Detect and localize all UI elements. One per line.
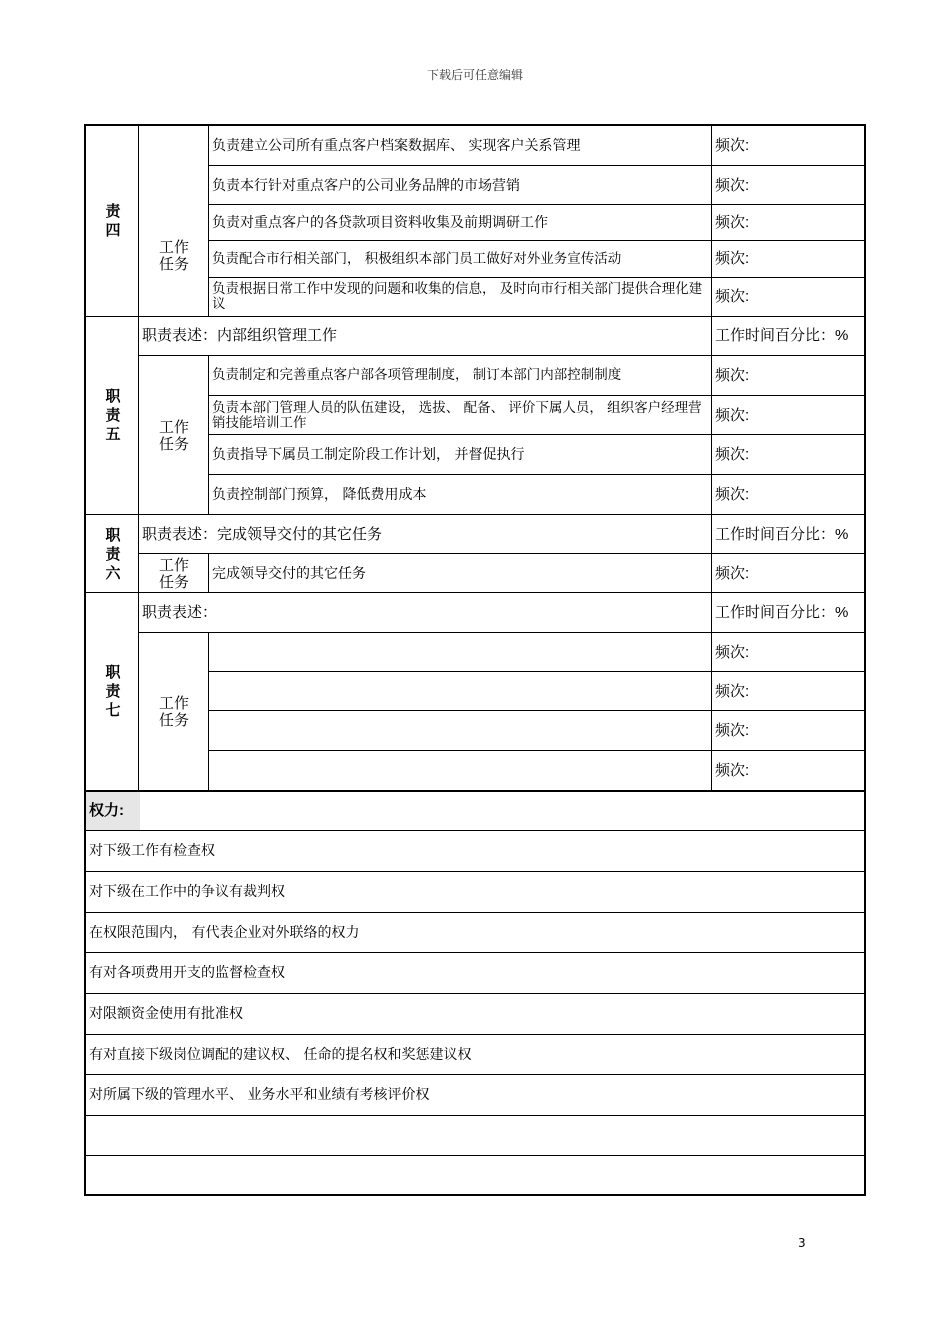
duty-4-task-4: 负责配合市行相关部门， 积极组织本部门员工做好对外业务宣传活动 bbox=[212, 250, 622, 267]
task-label-line: 工作 bbox=[158, 556, 189, 574]
duty-4-label-char: 四 bbox=[105, 221, 121, 239]
duty-4-task-1-freq: 频次: bbox=[715, 136, 750, 154]
grid-line bbox=[208, 434, 864, 435]
grid-line bbox=[208, 240, 864, 241]
grid-line bbox=[86, 993, 864, 994]
header-note: 下载后可任意编辑 bbox=[426, 68, 523, 82]
grid-line bbox=[86, 1115, 864, 1116]
duty-6-label-char: 六 bbox=[105, 563, 121, 582]
grid-line bbox=[86, 952, 864, 953]
duty-6-task-1-freq: 频次: bbox=[715, 564, 750, 582]
duty-4-task-3-freq: 频次: bbox=[715, 214, 750, 231]
power-item-3: 在权限范围内， 有代表企业对外联络的权力 bbox=[89, 924, 360, 941]
grid-line bbox=[208, 165, 864, 166]
grid-line bbox=[138, 355, 864, 356]
duty-4-task-2-freq: 频次: bbox=[715, 176, 750, 194]
duty-7-task-2-freq: 频次: bbox=[715, 682, 750, 700]
power-item-9 bbox=[86, 1156, 864, 1194]
grid-line bbox=[86, 1074, 864, 1075]
duty-5-task-2-freq: 频次: bbox=[715, 406, 750, 424]
powers-title: 权力: bbox=[86, 792, 140, 830]
grid-line bbox=[86, 790, 864, 792]
duty-7-task-3 bbox=[209, 711, 711, 751]
duty-6-label-char: 责 bbox=[105, 544, 121, 563]
duty-5-task-2: 负责本部门管理人员的队伍建设， 选拔、 配备、 评价下属人员， 组织客户经理营销技能培训工作 bbox=[212, 399, 702, 431]
duty-4-task-1: 负责建立公司所有重点客户档案数据库、 实现客户关系管理 bbox=[212, 137, 581, 154]
grid-line bbox=[86, 1034, 864, 1035]
grid-line bbox=[208, 356, 209, 515]
task-label-line: 工作 bbox=[158, 239, 189, 256]
task-label-line: 任务 bbox=[158, 573, 189, 591]
grid-line bbox=[86, 316, 864, 317]
duty-4-task-2: 负责本行针对重点客户的公司业务品牌的市场营销 bbox=[212, 177, 520, 194]
task-label-line: 工作 bbox=[158, 694, 189, 712]
duty-7-percent: 工作时间百分比：% bbox=[715, 604, 849, 621]
duty-4-task-4-freq: 频次: bbox=[715, 250, 750, 267]
grid-line bbox=[711, 126, 712, 790]
duty-5-label bbox=[86, 316, 140, 515]
duty-7-task-4-freq: 频次: bbox=[715, 761, 750, 779]
duty-7-label bbox=[86, 593, 140, 790]
grid-line bbox=[208, 671, 864, 672]
duty-6-label bbox=[86, 515, 140, 593]
duty-6-description: 职责表述：完成领导交付的其它任务 bbox=[142, 525, 383, 543]
duty-6-percent: 工作时间百分比：% bbox=[715, 525, 849, 543]
task-label-line: 任务 bbox=[158, 711, 189, 729]
task-label-line: 任务 bbox=[158, 435, 189, 453]
grid-line bbox=[208, 126, 209, 316]
duty-6-task-1: 完成领导交付的其它任务 bbox=[212, 565, 366, 582]
duty-4-task-5: 负责根据日常工作中发现的问题和收集的信息， 及时向市行相关部门提供合理化建议 bbox=[212, 281, 703, 312]
duty-5-task-4: 负责控制部门预算， 降低费用成本 bbox=[212, 487, 427, 503]
duty-7-label-char: 七 bbox=[105, 701, 121, 719]
duty-4-label-char: 责 bbox=[105, 202, 121, 220]
duty-5-task-label bbox=[139, 356, 209, 515]
power-item-6: 有对直接下级岗位调配的建议权、 任命的提名权和奖惩建议权 bbox=[89, 1046, 472, 1063]
duty-7-task-4 bbox=[209, 751, 711, 790]
grid-line bbox=[208, 277, 864, 278]
duty-6-label-char: 职 bbox=[105, 525, 121, 544]
grid-line bbox=[208, 554, 209, 593]
grid-line bbox=[208, 633, 209, 790]
grid-line bbox=[208, 204, 864, 205]
grid-line bbox=[138, 126, 139, 790]
task-label-line: 工作 bbox=[158, 418, 189, 436]
grid-line bbox=[86, 912, 864, 913]
duty-7-label-char: 责 bbox=[105, 682, 121, 700]
duty-7-task-3-freq: 频次: bbox=[715, 722, 750, 739]
duty-5-task-4-freq: 频次: bbox=[715, 486, 750, 503]
page-number: 3 bbox=[798, 1236, 806, 1250]
duty-4-task-3: 负责对重点客户的各贷款项目资料收集及前期调研工作 bbox=[212, 214, 548, 231]
duty-5-label-char: 五 bbox=[105, 425, 121, 443]
duty-5-task-1: 负责制定和完善重点客户部各项管理制度， 制订本部门内部控制制度 bbox=[212, 367, 622, 383]
grid-line bbox=[208, 474, 864, 475]
power-item-7: 对所属下级的管理水平、 业务水平和业绩有考核评价权 bbox=[89, 1087, 430, 1103]
grid-line bbox=[138, 632, 864, 633]
duty-6-task-label bbox=[139, 554, 209, 593]
grid-line bbox=[208, 750, 864, 751]
grid-line bbox=[86, 871, 864, 872]
power-item-4: 有对各项费用开支的监督检查权 bbox=[89, 965, 285, 981]
task-label-line: 任务 bbox=[158, 256, 189, 273]
duty-5-description: 职责表述：内部组织管理工作 bbox=[142, 327, 338, 344]
duty-5-task-3: 负责指导下属员工制定阶段工作计划， 并督促执行 bbox=[212, 447, 525, 463]
grid-line bbox=[86, 1155, 864, 1156]
duty-7-task-1-freq: 频次: bbox=[715, 643, 750, 661]
duty-4-task-5-freq: 频次: bbox=[715, 288, 750, 305]
job-description-table bbox=[84, 124, 866, 1196]
power-item-2: 对下级在工作中的争议有裁判权 bbox=[89, 884, 285, 900]
grid-line bbox=[208, 710, 864, 711]
duty-7-task-2 bbox=[209, 672, 711, 711]
grid-line bbox=[86, 830, 864, 831]
duty-5-label-char: 责 bbox=[105, 406, 121, 424]
power-item-1: 对下级工作有检查权 bbox=[89, 843, 215, 859]
duty-5-task-1-freq: 频次: bbox=[715, 366, 750, 384]
grid-line bbox=[86, 592, 864, 593]
duty-7-description: 职责表述： bbox=[142, 604, 218, 621]
duty-7-task-1 bbox=[209, 633, 711, 672]
power-item-5: 对限额资金使用有批准权 bbox=[89, 1006, 243, 1022]
duty-5-percent: 工作时间百分比：% bbox=[715, 327, 849, 344]
grid-line bbox=[86, 514, 864, 515]
power-item-8 bbox=[86, 1116, 864, 1156]
grid-line bbox=[138, 553, 864, 554]
duty-5-label-char: 职 bbox=[105, 387, 121, 405]
duty-7-label-char: 职 bbox=[105, 663, 121, 681]
duty-5-task-3-freq: 频次: bbox=[715, 446, 750, 463]
duty-7-task-label bbox=[139, 633, 209, 790]
duty-4-label bbox=[86, 126, 140, 316]
grid-line bbox=[208, 395, 864, 396]
